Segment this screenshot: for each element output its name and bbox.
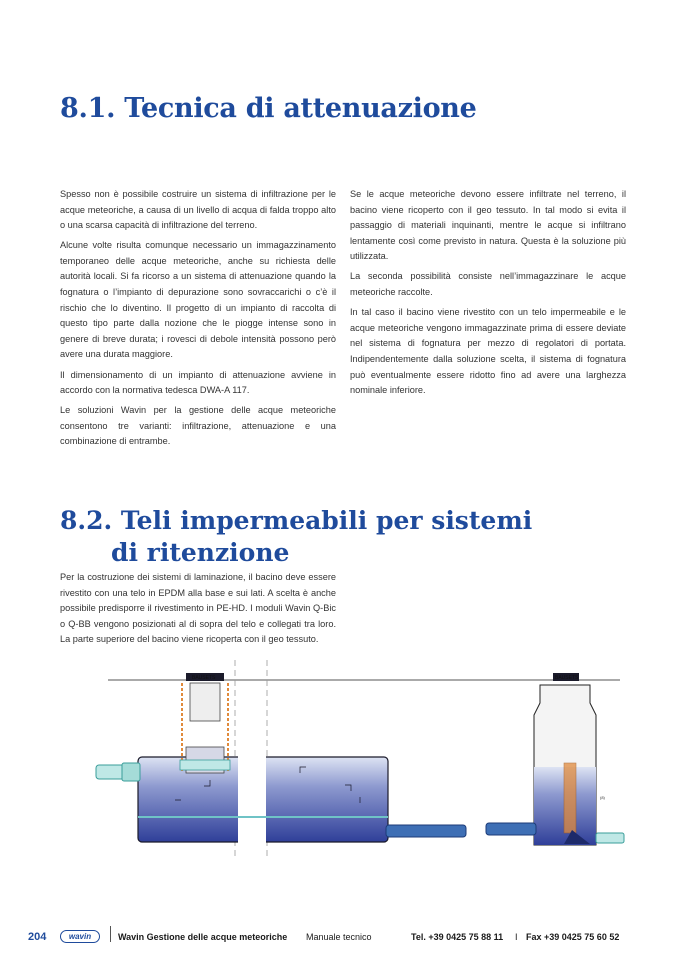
footer-title: Wavin Gestione delle acque meteoriche bbox=[118, 932, 288, 942]
footer-fax: Fax +39 0425 75 60 52 bbox=[526, 932, 620, 942]
left-tank bbox=[138, 755, 388, 845]
paragraph: Spesso non è possibile costruire un sistema di infiltrazione per le acque meteoriche, a causa di un livello di acqua di falda troppo alto o una scarsa capacità di infiltrazione del terreno. bbox=[60, 189, 336, 231]
section-8-2-title bbox=[60, 505, 532, 569]
left-outlet-pipe bbox=[386, 825, 466, 837]
paragraph: Se le acque meteoriche devono essere infiltrate nel terreno, il bacino viene ricoperto con il geo tessuto. In tal modo si evita il passaggio di materiali inquinanti, mentre le acque si infiltrano lentamente così come previsto in natura. Questa è la soluzione più utilizzata. bbox=[350, 189, 626, 262]
section-8-1-left-column bbox=[60, 187, 336, 455]
right-inlet-pipe bbox=[486, 823, 536, 835]
paragraph: In tal caso il bacino viene rivestito con un telo impermeabile e le acque meteoriche vengono immagazzinate prima di essere deviate nel sistema di fognatura per mezzo di regolatori di portata. Indipendentemente dalla soluzione scelta, il sistema di fognatura può eventualmente essere ridotto fino ad avere una larghezza nominale inferiore. bbox=[350, 307, 626, 396]
paragraph: Alcune volte risulta comunque necessario un immagazzinamento temporaneo delle acque meteoriche, anche su richiesta delle autorità locali. Si fa ricorso a un sistema di attenuazione quando la fognatura o l’impianto di depurazione sono sovraccarichi o c’è il rischio che lo diventino. Il progetto di un impianto di raccolta di questo tipo parte dalla nozione che le piogge intense sono in genere di breve durata; i rovesci di debole intensità possono però avere una durata maggiore. bbox=[60, 240, 336, 360]
footer-tel: Tel. +39 0425 75 88 11 bbox=[411, 932, 504, 942]
paragraph: Le soluzioni Wavin per la gestione delle acque meteoriche consentono tre varianti: infiltrazione, attenuazione e una combinazione di entrambe. bbox=[60, 405, 336, 447]
section-8-1-right-column bbox=[350, 187, 626, 403]
right-small-label: (8) bbox=[600, 795, 605, 800]
page-footer bbox=[0, 928, 677, 948]
section-8-2-title-line1: 8.2. Teli impermeabili per sistemi bbox=[60, 506, 533, 535]
retention-system-diagram bbox=[0, 655, 677, 870]
section-8-1-title: 8.1. Tecnica di attenuazione bbox=[60, 93, 477, 124]
wavin-logo: wavin bbox=[60, 930, 100, 943]
right-manhole bbox=[534, 673, 596, 845]
paragraph: La seconda possibilità consiste nell’immagazzinare le acque meteoriche raccolte. bbox=[350, 271, 626, 298]
page-number: 204 bbox=[28, 931, 47, 943]
paragraph: Il dimensionamento di un impianto di attenuazione avviene in accordo con la normativa tedesca DWA-A 117. bbox=[60, 369, 336, 396]
left-inlet-pipe bbox=[96, 763, 140, 781]
paragraph: Per la costruzione dei sistemi di laminazione, il bacino deve essere rivestito con una telo in EPDM alla base e sui lati. A scelta è anche possibile predisporre il rivestimento in PE-HD. I moduli Wavin Q-Bic o Q-BB vengono posizionati al di sopra del telo e collegati tra loro. La parte superiore del bacino viene ricoperta con il geo tessuto. bbox=[60, 572, 336, 645]
section-8-2-body bbox=[60, 570, 336, 652]
left-cover-label: BAUSETS bbox=[192, 675, 216, 681]
right-outlet-pipe bbox=[596, 833, 624, 843]
footer-separator: I bbox=[515, 932, 518, 942]
footer-subtitle: Manuale tecnico bbox=[306, 932, 372, 942]
section-8-2-title-line2: di ritenzione bbox=[111, 538, 290, 567]
right-cover-label: BAUSETS bbox=[555, 675, 579, 681]
footer-divider bbox=[110, 926, 111, 942]
left-manhole-shaft bbox=[180, 673, 230, 773]
